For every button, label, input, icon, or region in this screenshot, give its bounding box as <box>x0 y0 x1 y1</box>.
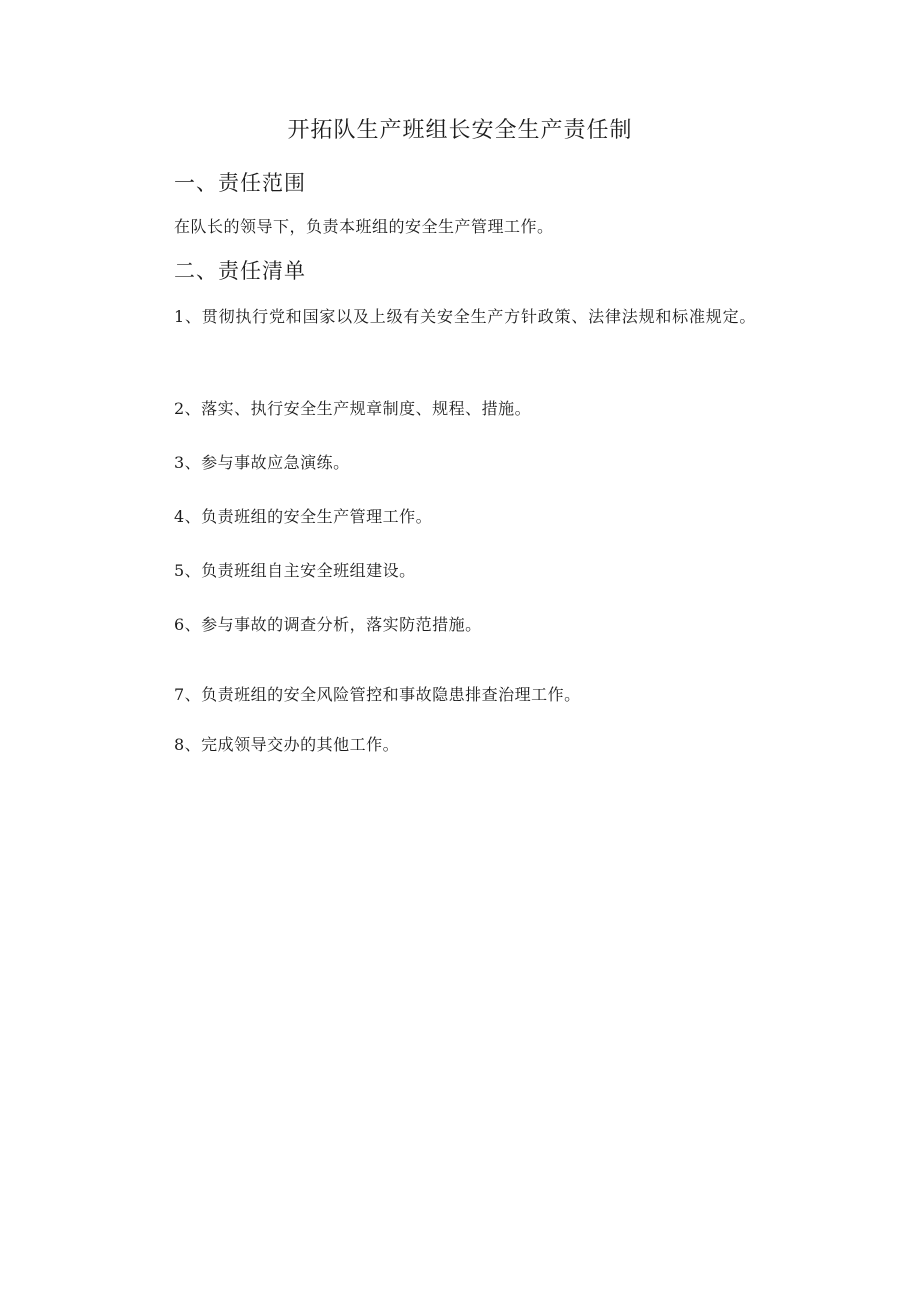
list-item: 1、贯彻执行党和国家以及上级有关安全生产方针政策、法律法规和标准规定。 <box>174 307 757 326</box>
list-item: 6、参与事故的调查分析，落实防范措施。 <box>174 615 482 634</box>
list-item: 5、负责班组自主安全班组建设。 <box>174 561 416 580</box>
list-item: 7、负责班组的安全风险管控和事故隐患排查治理工作。 <box>174 685 581 704</box>
section-heading-scope: 一、责任范围 <box>174 171 306 195</box>
list-item: 8、完成领导交办的其他工作。 <box>174 735 400 754</box>
section-heading-list: 二、责任清单 <box>174 259 306 283</box>
list-item: 3、参与事故应急演练。 <box>174 453 350 472</box>
list-item: 2、落实、执行安全生产规章制度、规程、措施。 <box>174 399 532 418</box>
scope-paragraph: 在队长的领导下，负责本班组的安全生产管理工作。 <box>174 217 554 236</box>
document-title: 开拓队生产班组长安全生产责任制 <box>287 118 633 143</box>
list-item: 4、负责班组的安全生产管理工作。 <box>174 507 433 526</box>
